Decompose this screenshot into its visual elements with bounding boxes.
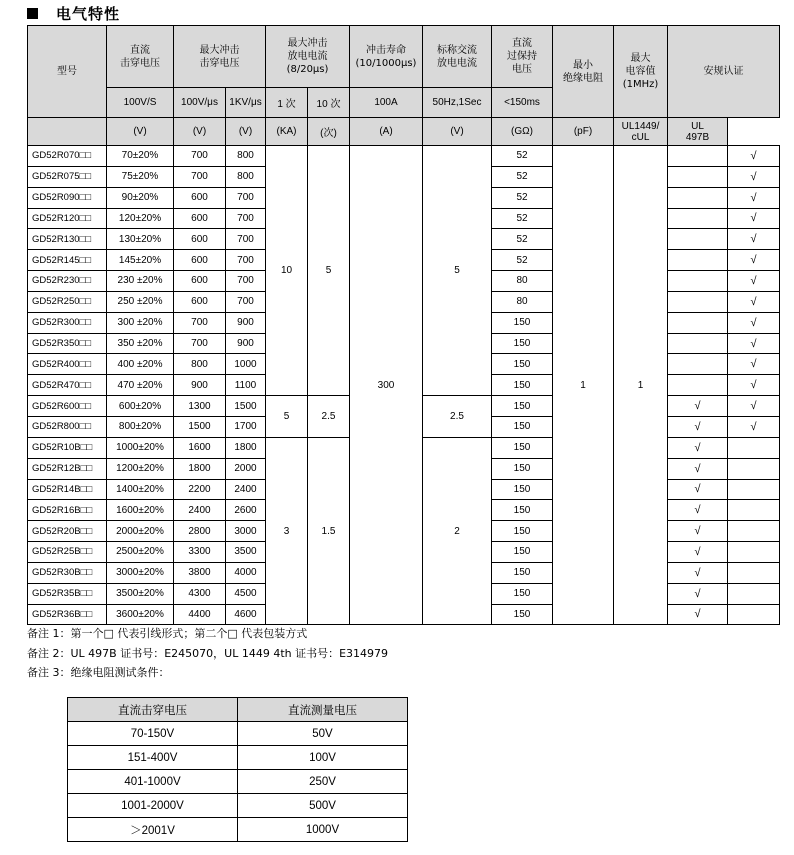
ul1449-check: √ [668,521,728,542]
breakdown-voltage-range: 151-400V [68,746,238,770]
dc-holdover-voltage: 150 [492,500,553,521]
insulation-header-row [68,698,408,722]
model-number: GD52R120□□ [28,208,107,229]
impulse-breakdown-1kv-us: 4600 [226,604,266,625]
surge-current-once: 10 [266,146,308,396]
table-row [28,146,780,167]
impulse-breakdown-1kv-us: 900 [226,312,266,333]
note-1: 备注 1：第一个□ 代表引线形式；第二个□ 代表包装方式 [27,627,308,640]
ul1449-check [668,208,728,229]
ul497b-check: √ [728,333,780,354]
unit-cell: (V) [423,118,492,146]
ul1449-check: √ [668,604,728,625]
model-number: GD52R12B□□ [28,458,107,479]
unit-cell: (A) [350,118,423,146]
model-number: GD52R070□□ [28,146,107,167]
ul1449-check [668,354,728,375]
impulse-breakdown-1kv-us: 1000 [226,354,266,375]
impulse-breakdown-1kv-us: 1700 [226,416,266,437]
dc-holdover-voltage: 80 [492,271,553,292]
impulse-breakdown-1kv-us: 700 [226,229,266,250]
electrical-characteristics-table [27,25,780,625]
header-impulse-life: 冲击寿命 (10/1000μs) [350,26,423,88]
ul497b-check: √ [728,396,780,417]
surge-current-ten-times: 1.5 [308,437,350,625]
impulse-breakdown-100v-us: 1600 [174,437,226,458]
impulse-breakdown-1kv-us: 800 [226,146,266,167]
impulse-breakdown-100v-us: 900 [174,375,226,396]
dc-breakdown-voltage: 2500±20% [107,542,174,563]
model-number: GD52R35B□□ [28,583,107,604]
dc-breakdown-voltage: 300 ±20% [107,312,174,333]
dc-breakdown-voltage: 120±20% [107,208,174,229]
dc-breakdown-voltage: 400 ±20% [107,354,174,375]
model-number: GD52R400□□ [28,354,107,375]
impulse-breakdown-1kv-us: 3000 [226,521,266,542]
ul1449-check [668,229,728,250]
ul1449-check [668,291,728,312]
ul497b-check: √ [728,271,780,292]
condition-cell: 1KV/μs [226,88,266,118]
dc-holdover-voltage: 52 [492,146,553,167]
measuring-voltage: 500V [238,794,408,818]
dc-breakdown-voltage: 145±20% [107,250,174,271]
condition-cell: 10 次 [308,88,350,118]
impulse-breakdown-100v-us: 600 [174,271,226,292]
dc-breakdown-voltage: 230 ±20% [107,271,174,292]
impulse-breakdown-1kv-us: 1500 [226,396,266,417]
insulation-row [68,722,408,746]
dc-holdover-voltage: 150 [492,354,553,375]
dc-breakdown-voltage: 800±20% [107,416,174,437]
dc-holdover-voltage: 150 [492,521,553,542]
breakdown-voltage-range: ＞2001V [68,818,238,842]
model-number: GD52R25B□□ [28,542,107,563]
ul1449-check [668,312,728,333]
impulse-breakdown-1kv-us: 1800 [226,437,266,458]
impulse-breakdown-1kv-us: 900 [226,333,266,354]
model-number: GD52R090□□ [28,187,107,208]
model-number: GD52R10B□□ [28,437,107,458]
dc-holdover-voltage: 150 [492,562,553,583]
ul1449-check [668,333,728,354]
impulse-breakdown-100v-us: 700 [174,312,226,333]
measuring-voltage: 50V [238,722,408,746]
ul1449-check: √ [668,562,728,583]
header-dc-breakdown: 直流 击穿电压 [107,26,174,88]
condition-cell: 1 次 [266,88,308,118]
dc-holdover-voltage: 52 [492,229,553,250]
dc-breakdown-voltage: 130±20% [107,229,174,250]
ul1449-check: √ [668,396,728,417]
dc-holdover-voltage: 150 [492,458,553,479]
ul1449-check [668,187,728,208]
insulation-row [68,770,408,794]
impulse-breakdown-100v-us: 2200 [174,479,226,500]
ul1449-check: √ [668,583,728,604]
impulse-breakdown-1kv-us: 700 [226,271,266,292]
dc-breakdown-voltage: 2000±20% [107,521,174,542]
impulse-breakdown-1kv-us: 4500 [226,583,266,604]
surge-current-ten-times: 5 [308,146,350,396]
insulation-row [68,794,408,818]
dc-holdover-voltage: 150 [492,312,553,333]
model-number: GD52R300□□ [28,312,107,333]
unit-cell: UL 497B [668,118,728,146]
dc-holdover-voltage: 150 [492,333,553,354]
ul497b-check [728,458,780,479]
measuring-voltage: 100V [238,746,408,770]
dc-holdover-voltage: 80 [492,291,553,312]
impulse-breakdown-1kv-us: 700 [226,250,266,271]
model-number: GD52R800□□ [28,416,107,437]
insulation-test-conditions-table [67,697,408,842]
model-number: GD52R250□□ [28,291,107,312]
insulation-header: 直流击穿电压 [68,698,238,722]
model-number: GD52R130□□ [28,229,107,250]
condition-cell: 100V/S [107,88,174,118]
ac-discharge-current: 2.5 [423,396,492,438]
dc-holdover-voltage: 150 [492,375,553,396]
ul1449-check: √ [668,542,728,563]
ul497b-check: √ [728,354,780,375]
impulse-breakdown-100v-us: 4300 [174,583,226,604]
impulse-breakdown-1kv-us: 800 [226,166,266,187]
unit-cell: (GΩ) [492,118,553,146]
ac-discharge-current: 5 [423,146,492,396]
insulation-row [68,818,408,842]
ul497b-check [728,479,780,500]
model-number: GD52R20B□□ [28,521,107,542]
ul497b-check: √ [728,208,780,229]
unit-cell: (V) [107,118,174,146]
model-number: GD52R230□□ [28,271,107,292]
model-number: GD52R075□□ [28,166,107,187]
unit-row [28,118,780,146]
ul1449-check [668,146,728,167]
header-dc-holdover: 直流 过保持 电压 [492,26,553,88]
condition-cell: <150ms [492,88,553,118]
note-3: 备注 3：绝缘电阻测试条件： [27,666,170,679]
impulse-breakdown-100v-us: 600 [174,187,226,208]
surge-current-once: 5 [266,396,308,438]
dc-breakdown-voltage: 600±20% [107,396,174,417]
ul1449-check: √ [668,458,728,479]
impulse-breakdown-100v-us: 600 [174,229,226,250]
ul497b-check [728,562,780,583]
ul1449-check: √ [668,479,728,500]
ul1449-check: √ [668,416,728,437]
section-title-block [27,3,120,23]
ul497b-check: √ [728,312,780,333]
section-title: 电气特性 [56,4,121,23]
max-capacitance-value: 1 [614,146,668,625]
impulse-breakdown-1kv-us: 700 [226,187,266,208]
dc-breakdown-voltage: 1000±20% [107,437,174,458]
impulse-breakdown-1kv-us: 700 [226,291,266,312]
header-row [28,26,780,88]
unit-cell: UL1449/ cUL [614,118,668,146]
model-number: GD52R14B□□ [28,479,107,500]
impulse-breakdown-100v-us: 2800 [174,521,226,542]
header-max-surge-current: 最大冲击 放电电流 (8/20μs) [266,26,350,88]
dc-breakdown-voltage: 1600±20% [107,500,174,521]
header-ac-discharge: 标称交流 放电电流 [423,26,492,88]
dc-breakdown-voltage: 3000±20% [107,562,174,583]
dc-breakdown-voltage: 350 ±20% [107,333,174,354]
unit-cell: (V) [174,118,226,146]
note-2: 备注 2：UL 497B 证书号：E245070，UL 1449 4th 证书号：E314979 [27,647,389,660]
impulse-breakdown-100v-us: 1800 [174,458,226,479]
impulse-breakdown-1kv-us: 3500 [226,542,266,563]
ul497b-check [728,604,780,625]
unit-cell-blank [28,118,107,146]
ul1449-check [668,271,728,292]
unit-cell: (KA) [266,118,308,146]
ul497b-check [728,437,780,458]
impulse-breakdown-1kv-us: 1100 [226,375,266,396]
impulse-breakdown-100v-us: 700 [174,333,226,354]
impulse-breakdown-100v-us: 3800 [174,562,226,583]
ul497b-check: √ [728,166,780,187]
condition-cell: 50Hz,1Sec [423,88,492,118]
dc-holdover-voltage: 150 [492,396,553,417]
ac-discharge-current: 2 [423,437,492,625]
dc-breakdown-voltage: 3600±20% [107,604,174,625]
impulse-breakdown-100v-us: 700 [174,146,226,167]
insulation-row [68,746,408,770]
ul497b-check [728,500,780,521]
unit-cell: (次) [308,118,350,146]
insulation-header: 直流测量电压 [238,698,408,722]
dc-holdover-voltage: 52 [492,187,553,208]
impulse-breakdown-1kv-us: 2400 [226,479,266,500]
measuring-voltage: 1000V [238,818,408,842]
dc-holdover-voltage: 150 [492,542,553,563]
dc-holdover-voltage: 52 [492,250,553,271]
impulse-breakdown-100v-us: 2400 [174,500,226,521]
condition-cell: 100V/μs [174,88,226,118]
impulse-breakdown-100v-us: 600 [174,250,226,271]
model-number: GD52R470□□ [28,375,107,396]
ul497b-check: √ [728,416,780,437]
impulse-breakdown-100v-us: 800 [174,354,226,375]
dc-breakdown-voltage: 3500±20% [107,583,174,604]
ul497b-check: √ [728,187,780,208]
impulse-breakdown-100v-us: 600 [174,208,226,229]
min-insulation-value: 1 [553,146,614,625]
model-number: GD52R16B□□ [28,500,107,521]
dc-breakdown-voltage: 70±20% [107,146,174,167]
header-min-insulation: 最小 绝缘电阻 [553,26,614,118]
ul497b-check: √ [728,250,780,271]
condition-cell: 100A [350,88,423,118]
dc-breakdown-voltage: 90±20% [107,187,174,208]
dc-breakdown-voltage: 1200±20% [107,458,174,479]
breakdown-voltage-range: 401-1000V [68,770,238,794]
surge-current-once: 3 [266,437,308,625]
model-number: GD52R350□□ [28,333,107,354]
model-number: GD52R600□□ [28,396,107,417]
dc-holdover-voltage: 52 [492,166,553,187]
impulse-breakdown-100v-us: 1500 [174,416,226,437]
header-max-capacitance: 最大 电容值 (1MHz) [614,26,668,118]
impulse-breakdown-1kv-us: 2600 [226,500,266,521]
dc-holdover-voltage: 150 [492,416,553,437]
model-number: GD52R145□□ [28,250,107,271]
dc-holdover-voltage: 150 [492,583,553,604]
impulse-breakdown-100v-us: 1300 [174,396,226,417]
dc-breakdown-voltage: 470 ±20% [107,375,174,396]
measuring-voltage: 250V [238,770,408,794]
ul1449-check: √ [668,437,728,458]
dc-breakdown-voltage: 1400±20% [107,479,174,500]
impulse-breakdown-100v-us: 600 [174,291,226,312]
surge-current-ten-times: 2.5 [308,396,350,438]
model-number: GD52R36B□□ [28,604,107,625]
impulse-life-value: 300 [350,146,423,625]
dc-breakdown-voltage: 250 ±20% [107,291,174,312]
ul497b-check [728,583,780,604]
dc-holdover-voltage: 150 [492,479,553,500]
ul1449-check [668,166,728,187]
breakdown-voltage-range: 1001-2000V [68,794,238,818]
ul1449-check: √ [668,500,728,521]
breakdown-voltage-range: 70-150V [68,722,238,746]
ul497b-check [728,542,780,563]
impulse-breakdown-100v-us: 4400 [174,604,226,625]
ul497b-check: √ [728,146,780,167]
impulse-breakdown-100v-us: 700 [174,166,226,187]
impulse-breakdown-1kv-us: 4000 [226,562,266,583]
impulse-breakdown-1kv-us: 700 [226,208,266,229]
ul497b-check: √ [728,229,780,250]
header-max-impulse-breakdown: 最大冲击 击穿电压 [174,26,266,88]
ul497b-check: √ [728,375,780,396]
model-number: GD52R30B□□ [28,562,107,583]
ul1449-check [668,375,728,396]
dc-holdover-voltage: 150 [492,437,553,458]
impulse-breakdown-1kv-us: 2000 [226,458,266,479]
bullet-square-icon [27,8,38,19]
header-safety-certification: 安规认证 [668,26,780,118]
dc-breakdown-voltage: 75±20% [107,166,174,187]
header-model: 型号 [28,26,107,118]
ul497b-check [728,521,780,542]
dc-holdover-voltage: 52 [492,208,553,229]
impulse-breakdown-100v-us: 3300 [174,542,226,563]
ul497b-check: √ [728,291,780,312]
unit-cell: (V) [226,118,266,146]
ul1449-check [668,250,728,271]
unit-cell: (pF) [553,118,614,146]
dc-holdover-voltage: 150 [492,604,553,625]
